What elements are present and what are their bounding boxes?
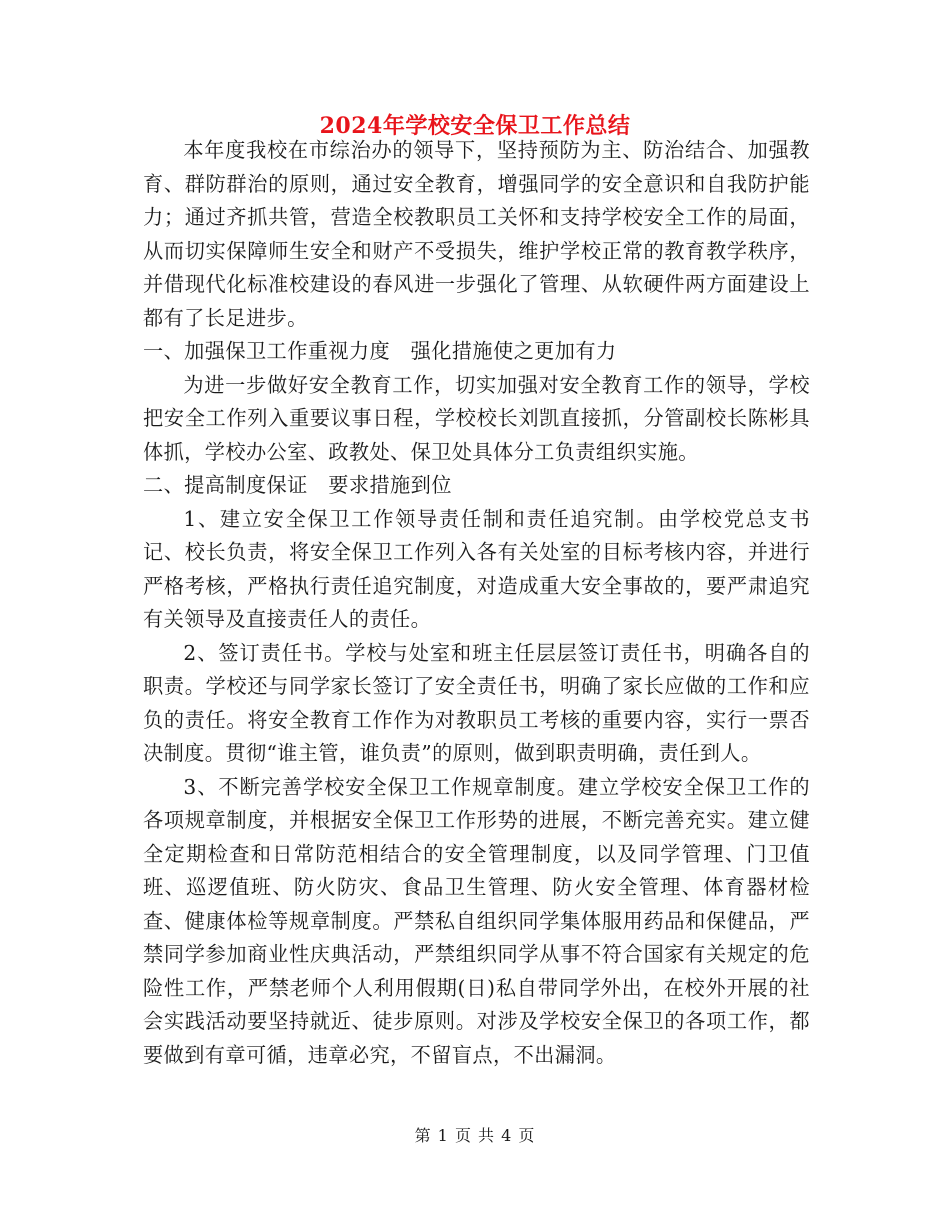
section-heading-1: 一、加强保卫工作重视力度 强化措施使之更加有力 — [143, 339, 617, 363]
intro-paragraph: 本年度我校在市综治办的领导下，坚持预防为主、防治结合、加强教育、群防群治的原则，通过安全教育，增强同学的安全意识和自我防护能力；通过齐抓共管，营造全校教职员工关怀和支持学校安全工作的局面，从而切实保障师生安全和财产不受损失，维护学校正常的教育教学秩序，并借现代化标准校建设的春风进一步强化了管理、从软硬件两方面建设上都有了长足进步。 — [143, 138, 810, 330]
page-number-footer: 第 1 页 共 4 页 — [414, 1126, 536, 1145]
section-heading-2: 二、提高制度保证 要求措施到位 — [143, 473, 452, 497]
item-1-paragraph: 1、建立安全保卫工作领导责任制和责任追究制。由学校党总支书记、校长负责，将安全保卫工作列入各有关处室的目标考核内容，并进行严格考核，严格执行责任追究制度，对造成重大安全事故的，要严肃追究有关领导及直接责任人的责任。 — [143, 506, 810, 631]
item-2-paragraph: 2、签订责任书。学校与处室和班主任层层签订责任书，明确各自的职责。学校还与同学家长签订了安全责任书，明确了家长应做的工作和应负的责任。将安全教育工作作为对教职员工考核的重要内容，实行一票否决制度。贯彻“谁主管，谁负责”的原则，做到职责明确，责任到人。 — [143, 640, 810, 765]
document-title: 2024年学校安全保卫工作总结 — [319, 113, 631, 139]
document-body — [143, 134, 810, 1072]
section-1-paragraph: 为进一步做好安全教育工作，切实加强对安全教育工作的领导，学校把安全工作列入重要议事日程，学校校长刘凯直接抓，分管副校长陈彬具体抓，学校办公室、政教处、保卫处具体分工负责组织实施。 — [143, 372, 810, 464]
item-3-paragraph: 3、不断完善学校安全保卫工作规章制度。建立学校安全保卫工作的各项规章制度，并根据安全保卫工作形势的进展，不断完善充实。建立健全定期检查和日常防范相结合的安全管理制度，以及同学管理、门卫值班、巡逻值班、防火防灾、食品卫生管理、防火安全管理、体育器材检查、健康体检等规章制度。严禁私自组织同学集体服用药品和保健品，严禁同学参加商业性庆典活动，严禁组织同学从事不符合国家有关规定的危险性工作，严禁老师个人利用假期(日)私自带同学外出，在校外开展的社会实践活动要坚持就近、徒步原则。对涉及学校安全保卫的各项工作，都要做到有章可循，违章必究，不留盲点，不出漏洞。 — [143, 774, 810, 1067]
